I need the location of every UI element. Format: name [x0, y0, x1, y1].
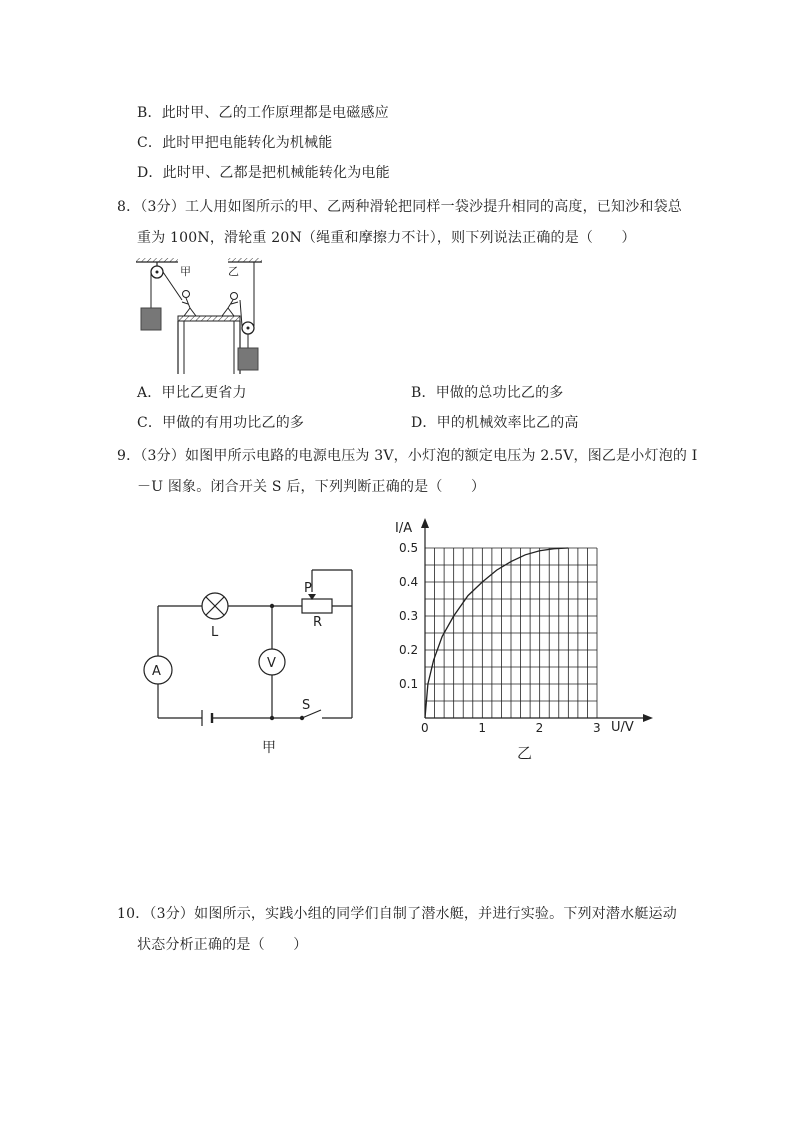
lamp	[202, 593, 228, 619]
label-jia: 甲	[180, 265, 191, 278]
sand-bag-right	[238, 348, 258, 370]
q9-stem-line1: 9．（3分）如图甲所示电路的电源电压为 3V，小灯泡的额定电压为 2.5V，图乙是小灯泡的 I	[117, 448, 698, 464]
battery	[202, 710, 212, 726]
q8-option-a: A．甲比乙更省力	[137, 385, 247, 401]
label-R: R	[313, 615, 323, 630]
x-tick-label: 3	[593, 721, 601, 735]
chart-grid	[425, 548, 597, 718]
pulley-figure	[130, 256, 270, 378]
ammeter-label: A	[152, 664, 161, 679]
q8-stem-line2: 重为 100N，滑轮重 20N（绳重和摩擦力不计），则下列说法正确的是（ ）	[137, 230, 636, 246]
q10-stem-line2: 状态分析正确的是（ ）	[137, 937, 308, 953]
q9-stem-line2: －U 图象。闭合开关 S 后，下列判断正确的是（ ）	[137, 479, 486, 495]
q8-option-d: D．甲的机械效率比乙的高	[411, 415, 579, 431]
circuit-diagram	[130, 560, 370, 760]
rheostat	[302, 599, 332, 613]
x-axis-label: U/V	[611, 720, 634, 735]
chart-caption: 乙	[517, 744, 533, 762]
y-tick-label: 0.5	[399, 541, 419, 555]
sand-bag-left	[141, 308, 161, 330]
x-tick-label: 2	[535, 721, 544, 735]
platform	[178, 316, 240, 321]
y-axis-label: I/A	[395, 521, 413, 536]
x-tick-label: 1	[478, 721, 486, 735]
q7-option-b: B．此时甲、乙的工作原理都是电磁感应	[137, 105, 389, 121]
label-S: S	[302, 698, 311, 713]
q8-option-c: C．甲做的有用功比乙的多	[137, 415, 305, 431]
q7-option-c: C．此时甲把电能转化为机械能	[137, 135, 333, 151]
x-axis-arrow	[643, 714, 653, 722]
label-P: P	[304, 581, 312, 596]
circuit-caption: 甲	[262, 740, 276, 756]
worker-left	[182, 291, 196, 317]
y-tick-label: 0.4	[399, 575, 419, 589]
voltmeter-label: V	[267, 656, 276, 671]
q8-stem-line1: 8．（3分）工人用如图所示的甲、乙两种滑轮把同样一袋沙提升相同的高度，已知沙和袋总	[117, 199, 683, 215]
y-tick-label: 0.3	[399, 609, 419, 623]
q7-option-d: D．此时甲、乙都是把机械能转化为电能	[137, 165, 390, 181]
y-axis-arrow	[421, 518, 429, 528]
chart-axes	[421, 518, 653, 722]
x-tick-label: 0	[421, 721, 429, 735]
worker-right	[222, 293, 238, 317]
y-tick-label: 0.2	[399, 643, 419, 657]
ceiling-right	[228, 258, 262, 262]
q8-option-b: B．甲做的总功比乙的多	[411, 385, 564, 401]
q10-stem-line1: 10．（3分）如图所示，实践小组的同学们自制了潜水艇，并进行实验。下列对潜水艇运动	[117, 906, 677, 922]
label-L: L	[211, 625, 219, 640]
chart-ticks	[399, 541, 601, 735]
ceiling-left	[136, 258, 178, 262]
y-tick-label: 0.1	[399, 677, 419, 691]
label-yi: 乙	[228, 265, 239, 278]
iu-chart	[385, 510, 660, 765]
